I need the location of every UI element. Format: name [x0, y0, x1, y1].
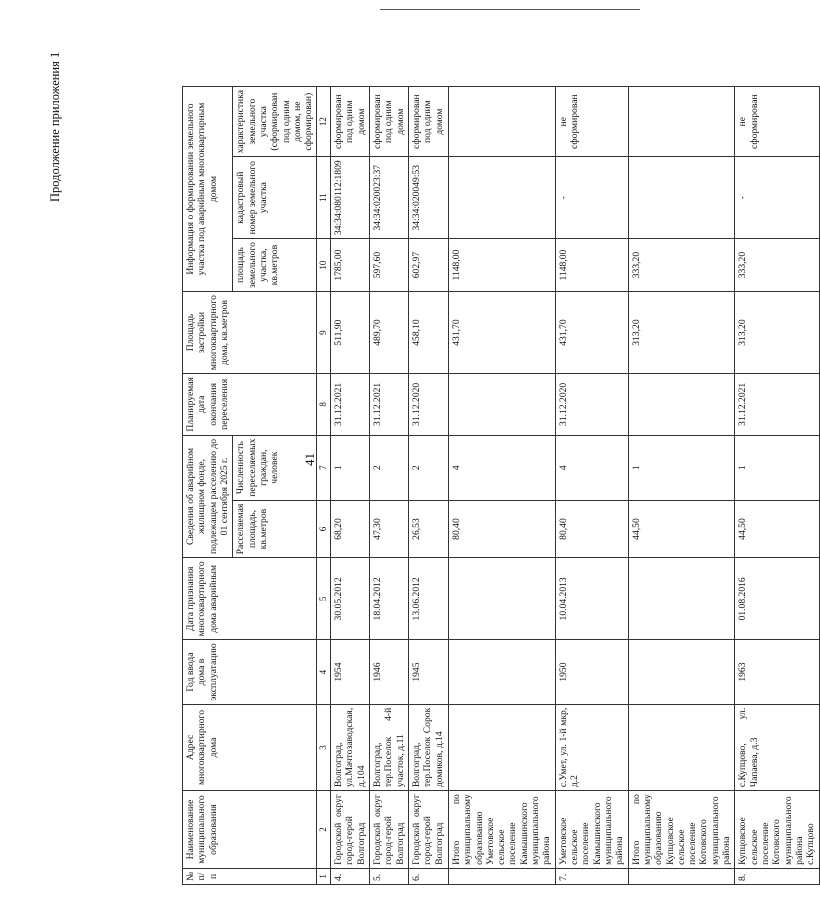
row-plan [448, 374, 555, 436]
row-land-area: 602,97 [408, 239, 448, 292]
row-address: Волгоград, тер.Поселок 4-й участок, д.11 [369, 704, 408, 790]
header-area: Расселяемая площадь, кв.метров [233, 500, 317, 558]
row-plan: 31.12.2020 [408, 374, 448, 436]
row-cadastral: 34:34:080112:1809 [331, 157, 370, 239]
row-date: 01.08.2016 [735, 558, 819, 640]
table-row-subtotal [448, 87, 555, 885]
col-number: 4 [317, 640, 331, 704]
header-cadastral: кадастровый номер земельного участка [233, 157, 317, 239]
row-area: 80,40 [555, 500, 628, 558]
col-number: 7 [317, 435, 331, 500]
header-plan: Планируемая дата окончания переселения [183, 374, 317, 436]
row-people: 1 [628, 435, 735, 500]
row-land-char: не сформирован [735, 87, 819, 157]
col-number: 9 [317, 292, 331, 374]
row-date [448, 558, 555, 640]
row-date [628, 558, 735, 640]
row-year: 1950 [555, 640, 628, 704]
row-name: Итого по муниципальному образованию Купцовское сельское поселение Котовского муниципального района [628, 791, 735, 869]
continuation-label: Продолжение приложения 1 [48, 51, 62, 202]
row-address [448, 704, 555, 790]
row-plan: 31.12.2021 [369, 374, 408, 436]
row-area: 47,30 [369, 500, 408, 558]
col-number: 3 [317, 704, 331, 790]
row-name: Купцовское сельское поселение Котовского муниципального района с.Купцово [735, 791, 819, 869]
col-number: 12 [317, 87, 331, 157]
row-address: с.Умет, ул. 1-й мкр, д.2 [555, 704, 628, 790]
col-number: 8 [317, 374, 331, 436]
row-num: 7. [555, 868, 628, 884]
row-name: Городской округ город-герой Волгоград [331, 791, 370, 869]
row-area: 44,50 [735, 500, 819, 558]
row-built: 431,70 [448, 292, 555, 374]
row-land-char: сформирован под одним домом [369, 87, 408, 157]
row-land-char [448, 87, 555, 157]
row-plan: 31.12.2021 [735, 374, 819, 436]
header-year: Год ввода дома в эксплуатацию [183, 640, 317, 704]
row-built: 313,20 [735, 292, 819, 374]
row-land-char: сформирован под одним домом [331, 87, 370, 157]
header-name: Наименование муниципального образования [183, 791, 317, 869]
header-people: Численность переселяемых граждан, человек [233, 435, 317, 500]
row-year: 1963 [735, 640, 819, 704]
row-land-area: 1148,00 [555, 239, 628, 292]
top-rule [380, 9, 640, 10]
header-address: Адрес многоквартирного дома [183, 704, 317, 790]
row-land-area: 333,20 [735, 239, 819, 292]
table-row-subtotal [628, 87, 735, 885]
header-row-1 [183, 87, 233, 885]
col-number: 5 [317, 558, 331, 640]
row-date: 13.06.2012 [408, 558, 448, 640]
col-number: 1 [317, 868, 331, 884]
row-plan: 31.12.2020 [555, 374, 628, 436]
row-num [448, 868, 555, 884]
row-land-area: 1148,00 [448, 239, 555, 292]
row-built: 431,70 [555, 292, 628, 374]
row-people: 2 [369, 435, 408, 500]
header-date: Дата признания многоквартирного дома аварийным [183, 558, 317, 640]
row-date: 30.05.2012 [331, 558, 370, 640]
page-number: 41 [302, 453, 317, 466]
col-number: 11 [317, 157, 331, 239]
row-address: Волгоград, ул.Мачтозаводская, д.104 [331, 704, 370, 790]
housing-table [182, 86, 820, 885]
row-name: Городской округ город-герой Волгоград [408, 791, 448, 869]
column-number-row [317, 87, 331, 885]
row-num: 5. [369, 868, 408, 884]
row-year: 1954 [331, 640, 370, 704]
row-num: 4. [331, 868, 370, 884]
row-num [628, 868, 735, 884]
row-area: 26,53 [408, 500, 448, 558]
row-plan [628, 374, 735, 436]
header-land-area: площадь земельного участка, кв.метров [233, 239, 317, 292]
row-year [448, 640, 555, 704]
header-num: № п/п [183, 868, 317, 884]
table-row [331, 87, 370, 885]
row-area: 44,50 [628, 500, 735, 558]
row-people: 1 [735, 435, 819, 500]
row-people: 4 [448, 435, 555, 500]
header-built: Площадь застройки многоквартирного дома, кв.метров [183, 292, 317, 374]
row-land-area: 333,20 [628, 239, 735, 292]
row-built: 458,10 [408, 292, 448, 374]
row-date: 18.04.2012 [369, 558, 408, 640]
row-cadastral [448, 157, 555, 239]
row-cadastral [628, 157, 735, 239]
row-area: 68,20 [331, 500, 370, 558]
row-built: 511,90 [331, 292, 370, 374]
row-date: 10.04.2013 [555, 558, 628, 640]
row-cadastral: 34:34:020023:37 [369, 157, 408, 239]
row-cadastral: - [555, 157, 628, 239]
row-land-char [628, 87, 735, 157]
row-year: 1946 [369, 640, 408, 704]
row-built: 489,70 [369, 292, 408, 374]
table-row [555, 87, 628, 885]
row-built: 313,20 [628, 292, 735, 374]
row-land-char: не сформирован [555, 87, 628, 157]
header-land-char: характеристика земельного участка (сформирован под одним домом, не сформирован) [233, 87, 317, 157]
table-row [369, 87, 408, 885]
row-name: Городской округ город-герой Волгоград [369, 791, 408, 869]
row-name: Уметовское сельское поселение Камышинского муниципального района [555, 791, 628, 869]
row-address: Волгоград, тер.Поселок Сорок домиков, д.14 [408, 704, 448, 790]
row-year [628, 640, 735, 704]
row-land-area: 597,60 [369, 239, 408, 292]
row-year: 1945 [408, 640, 448, 704]
row-people: 4 [555, 435, 628, 500]
row-address: с.Купцово, ул. Чапаева, д.3 [735, 704, 819, 790]
row-num: 8. [735, 868, 819, 884]
row-num: 6. [408, 868, 448, 884]
row-people: 1 [331, 435, 370, 500]
table-row [735, 87, 819, 885]
row-land-char: сформирован под одним домом [408, 87, 448, 157]
row-plan: 31.12.2021 [331, 374, 370, 436]
col-number: 2 [317, 791, 331, 869]
col-number: 10 [317, 239, 331, 292]
row-land-area: 1785,00 [331, 239, 370, 292]
row-address [628, 704, 735, 790]
row-area: 80,40 [448, 500, 555, 558]
row-name: Итого по муниципальному образованию Уметовское сельское поселение Камышинского муниципального района [448, 791, 555, 869]
row-cadastral: 34:34:020049:53 [408, 157, 448, 239]
header-group-avar: Сведения об аварийном жилищном фонде, подлежащем расселению до 01 сентября 2025 г. [183, 435, 233, 558]
table-row [408, 87, 448, 885]
rotated-table-wrapper [182, 86, 820, 885]
row-cadastral: - [735, 157, 819, 239]
row-people: 2 [408, 435, 448, 500]
col-number: 6 [317, 500, 331, 558]
header-group-land: Информация о формировании земельного участка под аварийным многоквартирным домом [183, 87, 233, 292]
